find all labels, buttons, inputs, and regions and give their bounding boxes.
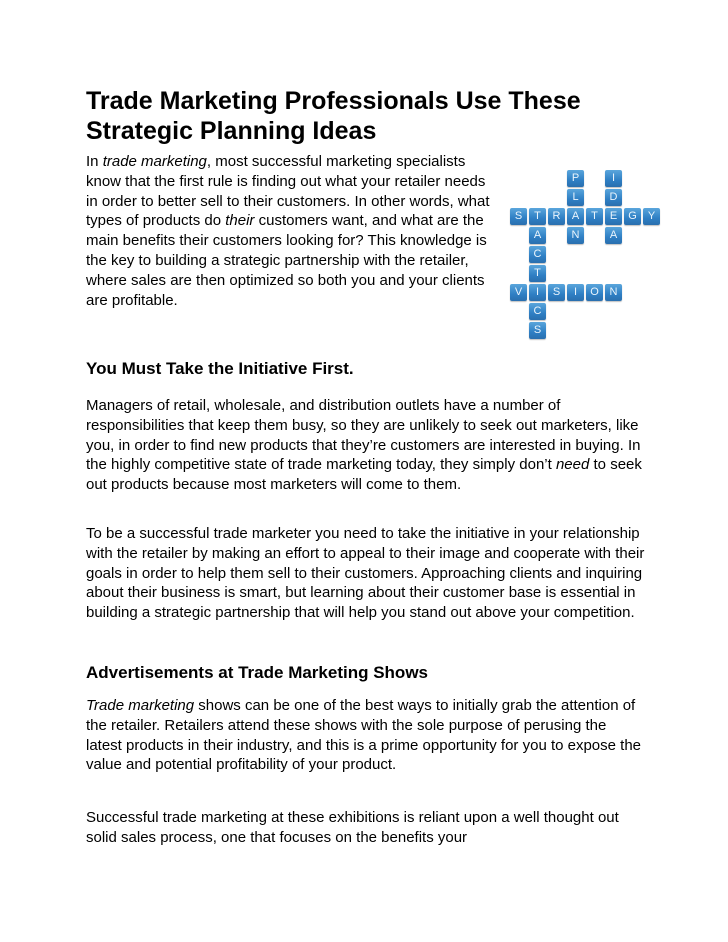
tile: S (529, 322, 546, 339)
paragraph-text: Managers of retail, wholesale, and distribution outlets have a number of responsibilities that keep them busy, so they are unlikely to seek out marketers, like you, in order to find new products that they’re customers are interested in buying. In the highly competitive state of trade marketing today, they simply don’t (86, 397, 641, 474)
paragraph-trade-shows (86, 696, 646, 775)
tile: G (624, 208, 641, 225)
tile: A (605, 227, 622, 244)
tile: C (529, 246, 546, 263)
tile: C (529, 303, 546, 320)
page-title: Trade Marketing Professionals Use These Strategic Planning Ideas (86, 87, 581, 145)
section-heading-initiative: You Must Take the Initiative First. (86, 359, 354, 378)
tile: T (529, 265, 546, 282)
tile: P (567, 170, 584, 187)
section-heading-advertisements: Advertisements at Trade Marketing Shows (86, 663, 428, 682)
tile: I (567, 284, 584, 301)
paragraph-text: shows can be one of the best ways to initially grab the attention of the retailer. Retailers attend these shows with the sole purpose of perusing the latest products in their industry, and this is a prime opportunity for you to expose the value and potential profitability of your product. (86, 697, 642, 774)
tile: S (548, 284, 565, 301)
tile: R (548, 208, 565, 225)
intro-text-1: In (86, 153, 103, 170)
strategy-crossword-image (510, 168, 660, 338)
tile: T (586, 208, 603, 225)
tile: A (529, 227, 546, 244)
tile: I (605, 170, 622, 187)
tile: O (586, 284, 603, 301)
tile: N (605, 284, 622, 301)
tile: N (567, 227, 584, 244)
paragraph-emphasis: Trade marketing (86, 697, 195, 714)
tile: V (510, 284, 527, 301)
paragraph-managers (86, 396, 646, 495)
tile: L (567, 189, 584, 206)
tile: D (605, 189, 622, 206)
intro-text-2: , most successful marketing specialists know that the first rule is finding out what your retailer needs in order to better sell to their customers. In other words, what types of products do (86, 153, 490, 230)
intro-text-3: customers want, and what are the main benefits their customers looking for? This knowledge is the key to building a strategic partnership with the retailer, where sales are then optimized so both you and your clients are profitable. (86, 212, 487, 309)
paragraph-text: to seek out products because most marketers will come to them. (86, 456, 642, 494)
intro-emphasis-1: trade marketing (102, 153, 207, 170)
paragraph-successful-marketer: To be a successful trade marketer you need to take the initiative in your relationship with the retailer by making an effort to appeal to their image and cooperate with their goals in order to help them sell to their customers. Approaching clients and inquiring about their business is smart, but learning about their customer base is essential in building a strategic partnership that will help you stand out above your competition. (86, 525, 645, 622)
intro-emphasis-2: their (225, 212, 255, 230)
tile: A (567, 208, 584, 225)
tile: E (605, 208, 622, 225)
paragraph-emphasis: need (555, 456, 590, 474)
tile: S (510, 208, 527, 225)
tile: I (529, 284, 546, 301)
paragraph-exhibitions: Successful trade marketing at these exhibitions is reliant upon a well thought out solid sales process, one that focuses on the benefits your (86, 809, 619, 846)
intro-paragraph (86, 152, 496, 310)
tile: Y (643, 208, 660, 225)
tile: T (529, 208, 546, 225)
